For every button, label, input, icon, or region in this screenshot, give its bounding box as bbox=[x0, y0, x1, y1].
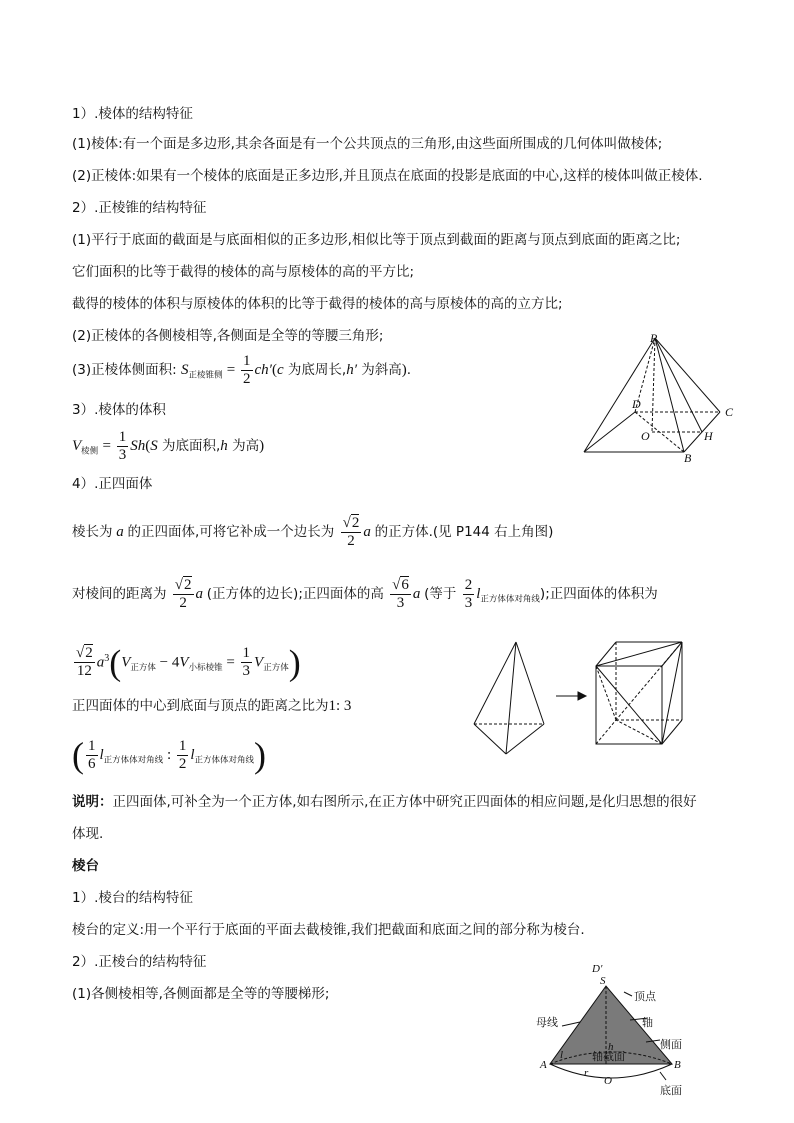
section-heading: 1）.棱台的结构特征 bbox=[72, 890, 193, 906]
label: B bbox=[674, 1059, 681, 1071]
label: 底面 bbox=[660, 1085, 682, 1097]
label: H bbox=[704, 429, 713, 443]
paragraph: (2)正棱体:如果有一个棱体的底面是正多边形,并且顶点在底面的投影是底面的中心,这样的棱体叫做正棱体. bbox=[72, 168, 703, 184]
label: C bbox=[725, 405, 734, 419]
label: 侧面 bbox=[660, 1039, 682, 1051]
paragraph: 截得的棱体的体积与原棱体的体积的比等于截得的棱体的高与原棱体的高的立方比; bbox=[72, 296, 563, 312]
cone-figure bbox=[520, 960, 720, 1120]
label: B bbox=[684, 451, 692, 462]
label: D′ bbox=[592, 963, 603, 975]
tetrahedron-cube-figure bbox=[456, 636, 690, 764]
ratio-formula: ( $\frac{1}{6}$ $l_{正方体体对角线}$ : $\frac{1}{2}$ $l_{正方体体对角线}$) bbox=[72, 735, 267, 775]
label: A bbox=[540, 1059, 547, 1071]
label: h bbox=[608, 1041, 614, 1053]
label: O bbox=[641, 429, 650, 443]
label: P bbox=[650, 331, 658, 345]
tetrahedron-volume-formula: $\frac{√2}{12}$ $a^3(V_{正方体} - 4V_{小标棱锥}$ = $\frac{1}{3}$ $V_{正方体}$) bbox=[76, 642, 301, 683]
label: 母线 bbox=[536, 1017, 558, 1029]
section-4-heading: 4）.正四面体 bbox=[72, 476, 153, 492]
label: O bbox=[604, 1075, 612, 1087]
label: 轴截面 bbox=[592, 1051, 625, 1063]
lateral-area-formula: (3)正棱体侧面积: $S_{正棱锥侧}$ = $\frac{1}{2}$ ch′(c 为底周长,h′ 为斜高). bbox=[72, 352, 412, 387]
label: l bbox=[560, 1049, 564, 1061]
volume-formula: $V_{棱侧}$ = $\frac{1}{3}$ Sh(S 为底面积,h 为高) bbox=[72, 428, 265, 463]
label: 顶点 bbox=[634, 991, 656, 1003]
paragraph: 它们面积的比等于截得的棱体的高与原棱体的高的平方比; bbox=[72, 264, 415, 280]
paragraph: (1)平行于底面的截面是与底面相似的正多边形,相似比等于顶点到截面的距离与顶点到底面的距离之比; bbox=[72, 232, 681, 248]
pyramid-figure bbox=[580, 330, 740, 462]
section-2-heading: 2）.正棱锥的结构特征 bbox=[72, 200, 207, 216]
section-3-heading: 3）.棱体的体积 bbox=[72, 402, 166, 418]
paragraph: (1)各侧棱相等,各侧面都是全等的等腰梯形; bbox=[72, 986, 330, 1002]
section-heading: 2）.正棱台的结构特征 bbox=[72, 954, 207, 970]
label: D bbox=[632, 397, 641, 411]
note-continued: 体现. bbox=[72, 826, 104, 842]
paragraph: 正四面体的中心到底面与顶点的距离之比为1: 3 bbox=[72, 698, 352, 714]
section-1-heading: 1）.棱体的结构特征 bbox=[72, 106, 193, 122]
label: 轴 bbox=[642, 1017, 653, 1029]
paragraph: (2)正棱体的各侧棱相等,各侧面是全等的等腰三角形; bbox=[72, 328, 384, 344]
note: 说明：正四面体,可补全为一个正方体,如右图所示,在正方体中研究正四面体的相应问题,是化归思想的很好 bbox=[72, 794, 697, 810]
paragraph: 对棱间的距离为 $\frac{√2}{2}$ a (正方体的边长);正四面体的高 $\frac{√6}{3}$ a (等于 $\frac{2}{3}$ $l_{正方体体对角线}$);正四面体的体积为 bbox=[72, 576, 658, 611]
paragraph: 棱长为 a 的正四面体,可将它补成一个边长为 $\frac{√2}{2}$ a 的正方体.(见 P144 右上角图) bbox=[72, 514, 554, 549]
paragraph: 棱台的定义:用一个平行于底面的平面去截棱锥,我们把截面和底面之间的部分称为棱台. bbox=[72, 922, 585, 938]
paragraph: (1)棱体:有一个面是多边形,其余各面是有一个公共顶点的三角形,由这些面所围成的几何体叫做棱体; bbox=[72, 136, 663, 152]
label: r bbox=[584, 1067, 589, 1079]
label: S bbox=[600, 975, 606, 987]
frustum-title: 棱台 bbox=[72, 858, 99, 874]
